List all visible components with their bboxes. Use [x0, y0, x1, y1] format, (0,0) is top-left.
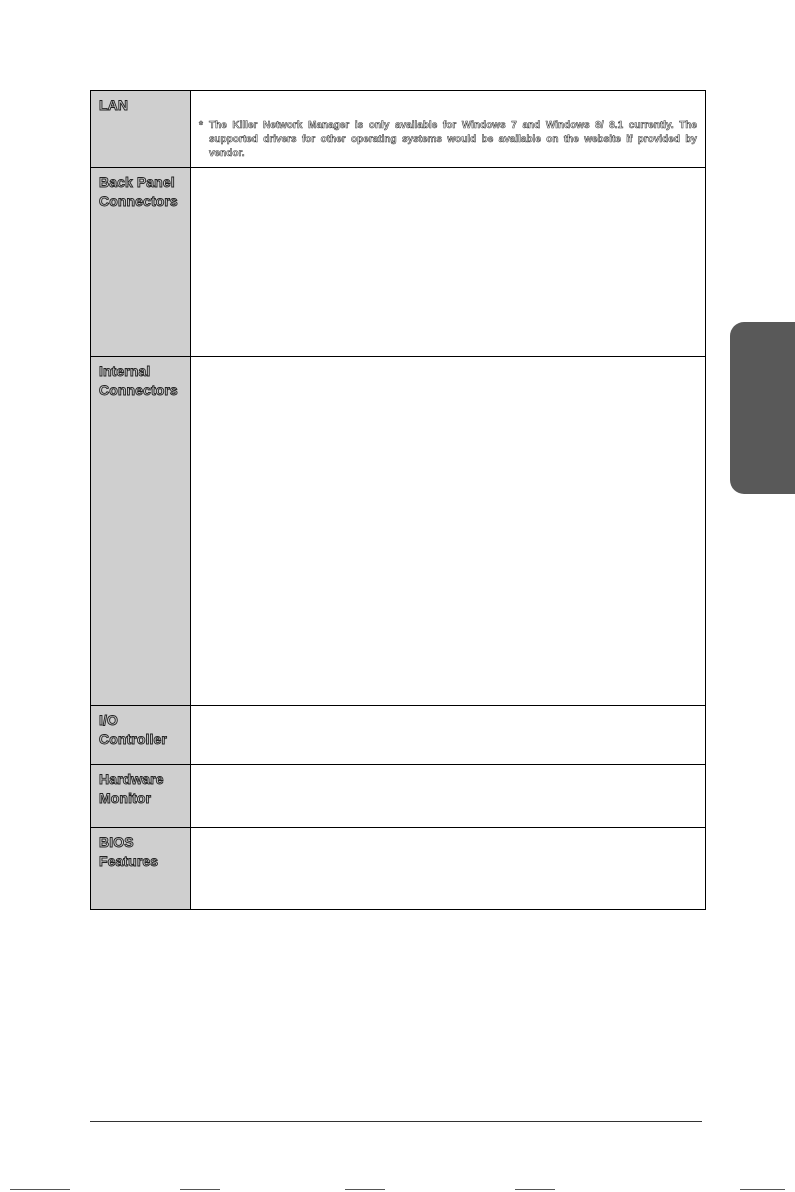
spec-content-back-panel-connectors: [191, 168, 705, 356]
spec-label-back-panel-connectors: Back Panel Connectors: [99, 174, 178, 209]
spec-label-cell: [91, 706, 191, 764]
spec-row-lan: [91, 91, 705, 168]
specifications-table: [90, 90, 706, 910]
footnote-marker: *: [199, 120, 203, 131]
spec-label-cell: [91, 91, 191, 167]
footer-rule: [90, 1121, 702, 1122]
spec-row-internal-connectors: [91, 357, 705, 706]
spec-content-lan: [191, 91, 705, 167]
spec-row-io-controller: [91, 706, 705, 765]
spec-label-lan: LAN: [99, 97, 129, 113]
section-side-tab: [730, 322, 795, 494]
spec-content-hardware-monitor: [191, 765, 705, 827]
spec-label-cell: [91, 357, 191, 705]
spec-label-io-controller: I/O Controller: [99, 712, 167, 747]
spec-label-hardware-monitor: Hardware Monitor: [99, 771, 164, 806]
spec-label-cell: [91, 168, 191, 356]
spec-row-hardware-monitor: [91, 765, 705, 828]
footnote-text: The Killer Network Manager is only available for Windows 7 and Windows 8/ 8.1 currently. The supported drivers for other operating systems would be available on the website if provided by vendor.: [209, 120, 697, 159]
lan-footnote: [199, 119, 697, 161]
spec-label-internal-connectors: Internal Connectors: [99, 363, 178, 398]
spec-content-internal-connectors: [191, 357, 705, 705]
print-crop-marks: [0, 1187, 795, 1192]
spec-content-bios-features: [191, 828, 705, 909]
spec-label-cell: [91, 765, 191, 827]
spec-content-io-controller: [191, 706, 705, 764]
spec-row-bios-features: [91, 828, 705, 909]
spec-label-bios-features: BIOS Features: [99, 834, 159, 869]
spec-label-cell: [91, 828, 191, 909]
spec-row-back-panel-connectors: [91, 168, 705, 357]
